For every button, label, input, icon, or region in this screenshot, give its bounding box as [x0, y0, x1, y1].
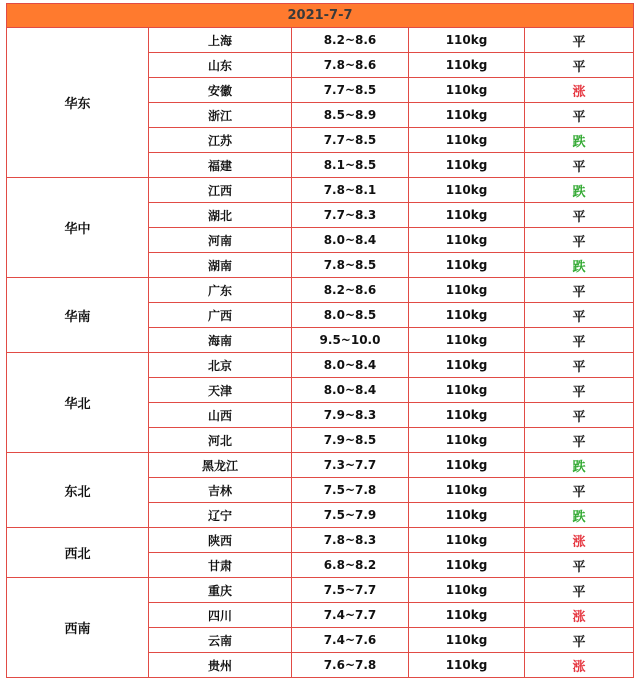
region-cell: 华北: [7, 353, 149, 453]
province-cell: 海南: [149, 328, 292, 353]
region-cell: 华东: [7, 28, 149, 178]
trend-cell: 平: [525, 303, 634, 328]
weight-cell: 110kg: [409, 603, 525, 628]
province-cell: 山东: [149, 53, 292, 78]
weight-cell: 110kg: [409, 528, 525, 553]
price-cell: 7.6~7.8: [292, 653, 409, 678]
trend-cell: 跌: [525, 128, 634, 153]
province-cell: 安徽: [149, 78, 292, 103]
price-cell: 7.7~8.5: [292, 128, 409, 153]
price-cell: 7.9~8.3: [292, 403, 409, 428]
trend-cell: 平: [525, 103, 634, 128]
trend-cell: 平: [525, 353, 634, 378]
province-cell: 四川: [149, 603, 292, 628]
trend-cell: 涨: [525, 78, 634, 103]
province-cell: 广东: [149, 278, 292, 303]
weight-cell: 110kg: [409, 628, 525, 653]
trend-cell: 涨: [525, 603, 634, 628]
weight-cell: 110kg: [409, 453, 525, 478]
trend-cell: 平: [525, 553, 634, 578]
price-cell: 7.5~7.9: [292, 503, 409, 528]
trend-cell: 平: [525, 378, 634, 403]
weight-cell: 110kg: [409, 78, 525, 103]
region-cell: 西北: [7, 528, 149, 578]
price-cell: 7.4~7.7: [292, 603, 409, 628]
weight-cell: 110kg: [409, 428, 525, 453]
price-cell: 8.1~8.5: [292, 153, 409, 178]
province-cell: 北京: [149, 353, 292, 378]
province-cell: 陕西: [149, 528, 292, 553]
trend-cell: 平: [525, 478, 634, 503]
province-cell: 黑龙江: [149, 453, 292, 478]
table-row: [7, 453, 634, 478]
region-cell: 东北: [7, 453, 149, 528]
weight-cell: 110kg: [409, 378, 525, 403]
price-cell: 7.7~8.3: [292, 203, 409, 228]
header-row: [7, 4, 634, 28]
weight-cell: 110kg: [409, 328, 525, 353]
trend-cell: 平: [525, 203, 634, 228]
weight-cell: 110kg: [409, 303, 525, 328]
price-cell: 7.7~8.5: [292, 78, 409, 103]
price-cell: 8.0~8.4: [292, 353, 409, 378]
weight-cell: 110kg: [409, 553, 525, 578]
table-body: [7, 28, 634, 678]
weight-cell: 110kg: [409, 403, 525, 428]
table-row: [7, 528, 634, 553]
trend-cell: 平: [525, 328, 634, 353]
weight-cell: 110kg: [409, 653, 525, 678]
price-cell: 7.8~8.5: [292, 253, 409, 278]
trend-cell: 平: [525, 278, 634, 303]
region-cell: 华中: [7, 178, 149, 278]
weight-cell: 110kg: [409, 203, 525, 228]
weight-cell: 110kg: [409, 53, 525, 78]
weight-cell: 110kg: [409, 278, 525, 303]
province-cell: 天津: [149, 378, 292, 403]
province-cell: 福建: [149, 153, 292, 178]
trend-cell: 跌: [525, 503, 634, 528]
weight-cell: 110kg: [409, 228, 525, 253]
province-cell: 贵州: [149, 653, 292, 678]
weight-cell: 110kg: [409, 178, 525, 203]
trend-cell: 平: [525, 28, 634, 53]
trend-cell: 平: [525, 153, 634, 178]
price-cell: 6.8~8.2: [292, 553, 409, 578]
trend-cell: 平: [525, 228, 634, 253]
weight-cell: 110kg: [409, 353, 525, 378]
province-cell: 江苏: [149, 128, 292, 153]
table-row: [7, 28, 634, 53]
price-cell: 8.2~8.6: [292, 28, 409, 53]
price-cell: 7.8~8.3: [292, 528, 409, 553]
trend-cell: 涨: [525, 528, 634, 553]
trend-cell: 平: [525, 53, 634, 78]
table-row: [7, 353, 634, 378]
weight-cell: 110kg: [409, 153, 525, 178]
trend-cell: 平: [525, 578, 634, 603]
weight-cell: 110kg: [409, 478, 525, 503]
price-cell: 8.0~8.5: [292, 303, 409, 328]
province-cell: 湖北: [149, 203, 292, 228]
region-cell: 西南: [7, 578, 149, 678]
price-cell: 8.0~8.4: [292, 228, 409, 253]
province-cell: 山西: [149, 403, 292, 428]
weight-cell: 110kg: [409, 103, 525, 128]
province-cell: 上海: [149, 28, 292, 53]
trend-cell: 平: [525, 428, 634, 453]
price-cell: 7.8~8.6: [292, 53, 409, 78]
province-cell: 浙江: [149, 103, 292, 128]
weight-cell: 110kg: [409, 28, 525, 53]
trend-cell: 跌: [525, 253, 634, 278]
province-cell: 广西: [149, 303, 292, 328]
price-cell: 7.3~7.7: [292, 453, 409, 478]
weight-cell: 110kg: [409, 253, 525, 278]
province-cell: 湖南: [149, 253, 292, 278]
table-row: [7, 578, 634, 603]
price-cell: 7.5~7.7: [292, 578, 409, 603]
province-cell: 吉林: [149, 478, 292, 503]
trend-cell: 平: [525, 628, 634, 653]
price-cell: 7.4~7.6: [292, 628, 409, 653]
region-cell: 华南: [7, 278, 149, 353]
trend-cell: 涨: [525, 653, 634, 678]
table-row: [7, 278, 634, 303]
price-cell: 9.5~10.0: [292, 328, 409, 353]
province-cell: 河北: [149, 428, 292, 453]
date-header: 2021-7-7: [7, 4, 634, 28]
price-cell: 7.5~7.8: [292, 478, 409, 503]
weight-cell: 110kg: [409, 503, 525, 528]
price-cell: 8.5~8.9: [292, 103, 409, 128]
province-cell: 云南: [149, 628, 292, 653]
weight-cell: 110kg: [409, 128, 525, 153]
trend-cell: 跌: [525, 453, 634, 478]
province-cell: 重庆: [149, 578, 292, 603]
trend-cell: 平: [525, 403, 634, 428]
province-cell: 辽宁: [149, 503, 292, 528]
trend-cell: 跌: [525, 178, 634, 203]
weight-cell: 110kg: [409, 578, 525, 603]
province-cell: 河南: [149, 228, 292, 253]
price-cell: 7.8~8.1: [292, 178, 409, 203]
price-cell: 7.9~8.5: [292, 428, 409, 453]
price-cell: 8.0~8.4: [292, 378, 409, 403]
price-cell: 8.2~8.6: [292, 278, 409, 303]
province-cell: 江西: [149, 178, 292, 203]
province-cell: 甘肃: [149, 553, 292, 578]
hog-price-table: [6, 3, 634, 678]
table-row: [7, 178, 634, 203]
